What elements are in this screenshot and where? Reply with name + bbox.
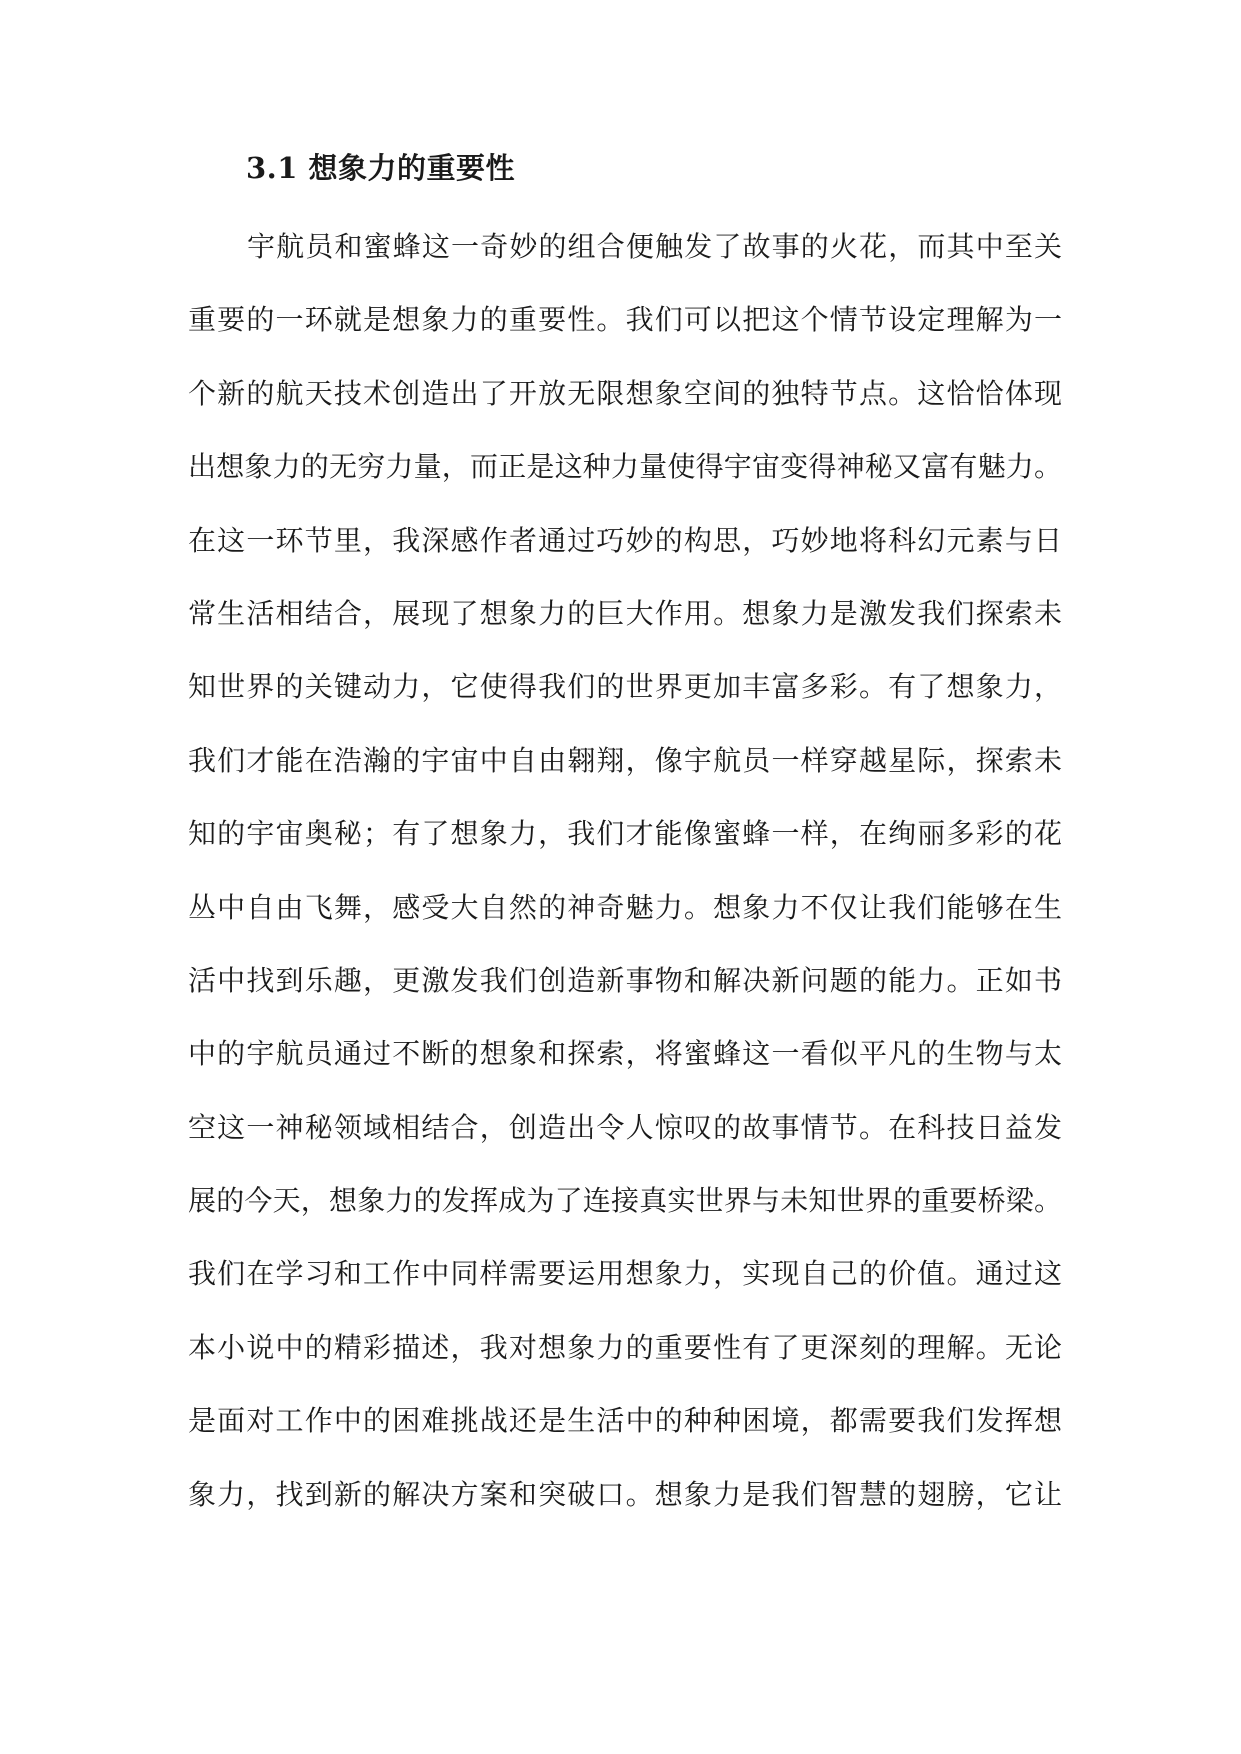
paragraph-line: 象力，找到新的解决方案和突破口。想象力是我们智慧的翅膀，它让 [188, 1477, 1062, 1511]
paragraph-line: 展的今天，想象力的发挥成为了连接真实世界与未知世界的重要桥梁。 [188, 1184, 1062, 1218]
paragraph-line: 是面对工作中的困难挑战还是生活中的种种困境，都需要我们发挥想 [188, 1404, 1062, 1438]
paragraph-line: 活中找到乐趣，更激发我们创造新事物和解决新问题的能力。正如书 [188, 963, 1062, 997]
paragraph-line: 个新的航天技术创造出了开放无限想象空间的独特节点。这恰恰体现 [188, 376, 1062, 410]
paragraph-line: 我们才能在浩瀚的宇宙中自由翱翔，像宇航员一样穿越星际，探索未 [188, 743, 1062, 777]
paragraph-line: 常生活相结合，展现了想象力的巨大作用。想象力是激发我们探索未 [188, 596, 1062, 630]
paragraph-line: 在这一环节里，我深感作者通过巧妙的构思，巧妙地将科幻元素与日 [188, 523, 1062, 557]
section-heading: 3.1 想象力的重要性 [246, 151, 516, 185]
paragraph-line: 重要的一环就是想象力的重要性。我们可以把这个情节设定理解为一 [188, 303, 1062, 337]
paragraph-line: 空这一神秘领域相结合，创造出令人惊叹的故事情节。在科技日益发 [188, 1110, 1062, 1144]
paragraph-line: 丛中自由飞舞，感受大自然的神奇魅力。想象力不仅让我们能够在生 [188, 890, 1062, 924]
paragraph-line: 本小说中的精彩描述，我对想象力的重要性有了更深刻的理解。无论 [188, 1330, 1062, 1364]
paragraph-line: 中的宇航员通过不断的想象和探索，将蜜蜂这一看似平凡的生物与太 [188, 1037, 1062, 1071]
paragraph-line: 知世界的关键动力，它使得我们的世界更加丰富多彩。有了想象力， [188, 670, 1062, 704]
paragraph-line: 出想象力的无穷力量，而正是这种力量使得宇宙变得神秘又富有魅力。 [188, 450, 1062, 484]
paragraph-line: 知的宇宙奥秘；有了想象力，我们才能像蜜蜂一样，在绚丽多彩的花 [188, 817, 1062, 851]
paragraph-line: 我们在学习和工作中同样需要运用想象力，实现自己的价值。通过这 [188, 1257, 1062, 1291]
body-paragraph [188, 226, 1062, 1547]
paragraph-line: 宇航员和蜜蜂这一奇妙的组合便触发了故事的火花，而其中至关 [247, 230, 1062, 263]
